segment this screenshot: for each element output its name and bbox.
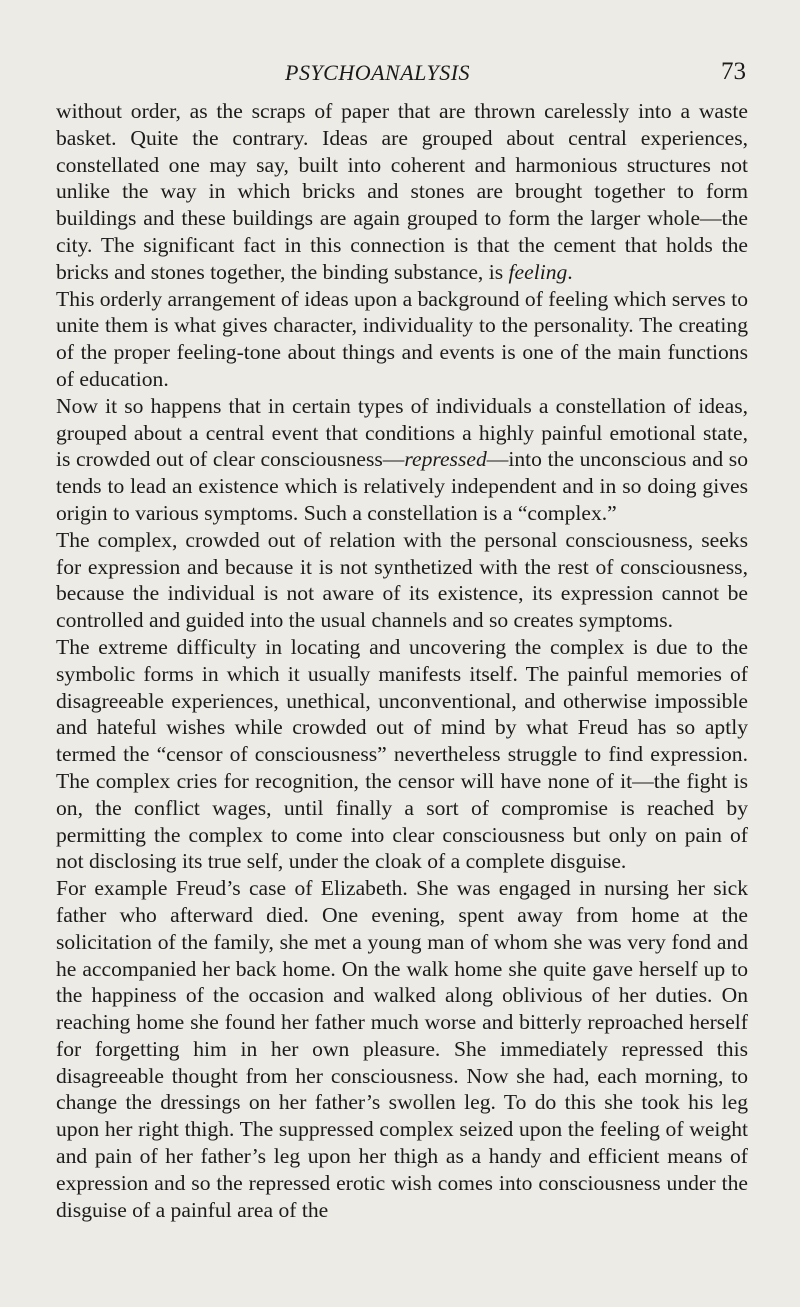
text-segment: . [567,259,573,284]
page-number: 73 [721,58,746,85]
text-segment: The extreme difficulty in locating and uncovering the complex is due to the symbolic forms in which it usually manifests itself. The painful memories of disagreeable experiences, unethical, unconventional, and otherwise impossible and hateful wishes while crowded out of mind by what Freud has so aptly termed the “censor of consciousness” nevertheless struggle to find expression. The complex cries for recognition, the censor will have none of it—the fight is on, the conflict wages, until finally a sort of compromise is reached by permitting the complex to come into clear consciousness but only on pain of not disclosing its true self, under the cloak of a complete disguise. [56,634,748,874]
text-segment: The complex, crowded out of relation with the personal consciousness, seeks for expression and because it is not synthetized with the rest of consciousness, because the individual is not aware of its existence, its expression cannot be controlled and guided into the usual channels and so creates symptoms. [56,527,748,633]
body-text [56,98,748,1223]
running-head-title: PSYCHOANALYSIS [285,60,471,85]
text-segment: without order, as the scraps of paper that are thrown carelessly into a waste basket. Quite the contrary. Ideas are grouped about central experiences, constellated one may say, built into coherent and harmonious structures not unlike the way in which bricks and stones are brought together to form buildings and these buildings are again grouped to form the larger whole—the city. The significant fact in this connection is that the cement that holds the bricks and stones together, the binding substance, is [56,99,748,284]
paragraph-6 [56,875,748,1223]
running-head [0,52,800,92]
text-segment: This orderly arrangement of ideas upon a background of feeling which serves to unite them is what gives character, individuality to the personality. The creating of the proper feeling-tone about things and events is one of the main functions of education. [56,286,748,391]
paragraph-2 [56,286,748,393]
text-segment: Now it so happens that in certain types of individuals a constellation of ideas, grouped about a central event that conditions a highly painful emotional state, is crowded out of clear consciousness— [56,393,748,472]
paragraph-3 [56,393,748,527]
paragraph-5 [56,634,748,875]
paragraph-4 [56,527,748,634]
text-segment: For example Freud’s case of Elizabeth. She was engaged in nursing her sick father who afterward died. One evening, spent away from home at the solicitation of the family, she met a young man of whom she was very fond and he accompanied her back home. On the walk home she quite gave herself up to the happiness of the occasion and walked along oblivious of her duties. On reaching home she found her father much worse and bitterly reproached herself for forgetting him in her own pleasure. She immediately repressed this disagreeable thought from her consciousness. Now she had, each morning, to change the dressings on her father’s swollen leg. To do this she took his leg upon her right thigh. The suppressed complex seized upon the feeling of weight and pain of her father’s leg upon her thigh as a handy and efficient means of expression and so the repressed erotic wish comes into consciousness under the disguise of a painful area of the [56,876,748,1222]
text-segment: —into the unconscious and so tends to lead an existence which is relatively independent and in so doing gives origin to various symptoms. Such a constellation is a “complex.” [56,447,748,525]
italic-text-feeling: feeling [508,259,568,284]
paragraph-1 [56,98,748,286]
italic-text-repressed: repressed [404,447,487,472]
